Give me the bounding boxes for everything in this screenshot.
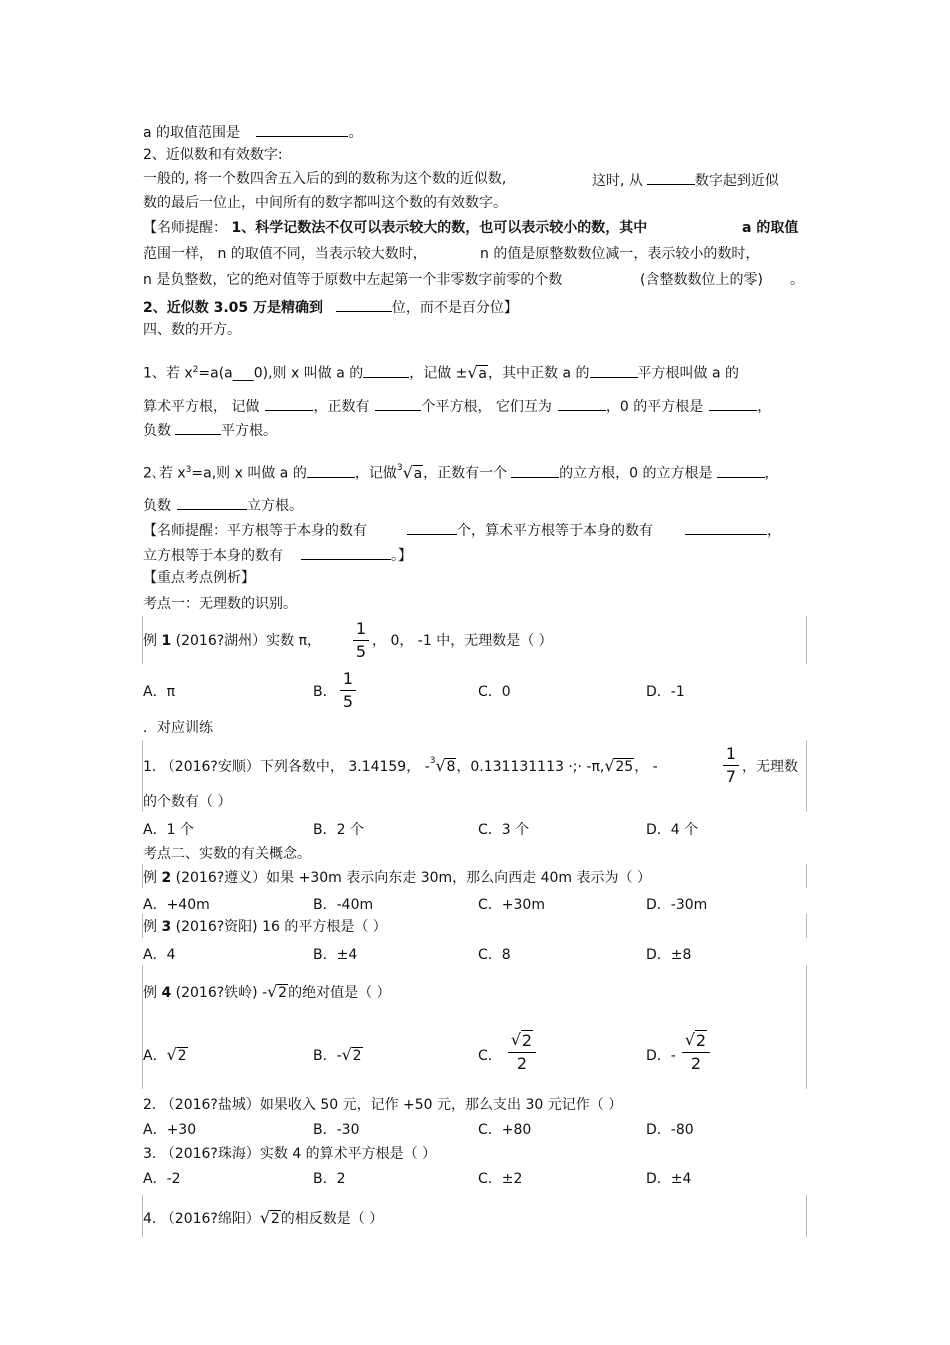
root-index: 3 bbox=[429, 756, 436, 766]
tip2-line-2 bbox=[143, 545, 412, 565]
q1-line-2 bbox=[143, 396, 771, 416]
q1-line-1 bbox=[143, 361, 739, 383]
text: 例 bbox=[143, 919, 157, 935]
fraction: 1 5 bbox=[353, 620, 369, 661]
text: 2、近似数 3.05 万是精确到 bbox=[143, 300, 324, 316]
blank[interactable] bbox=[177, 495, 247, 510]
ex4-stem bbox=[143, 984, 391, 1002]
text: 1、科学记数法不仅可以表示较大的数，也可以表示较小的数，其中 bbox=[231, 220, 648, 236]
divider bbox=[806, 864, 807, 888]
ex2-stem bbox=[143, 869, 651, 887]
tip1-line-3: n 是负整数，它的绝对值等于原数中左起第一个非零数字前零的个数 bbox=[143, 272, 563, 288]
text: 个平方根， 它们互为 bbox=[421, 399, 552, 415]
option-d[interactable]: D．-30m bbox=[646, 897, 708, 913]
fraction: 1 5 bbox=[340, 670, 356, 711]
text: n 的取值不同，当表示较大数时， bbox=[217, 246, 427, 262]
exponent: 2 bbox=[192, 365, 199, 375]
heading-roots: 四、数的开方。 bbox=[143, 322, 241, 338]
sqrt-icon: √ 2 bbox=[267, 982, 288, 1001]
text: 的绝对值是（ ） bbox=[288, 985, 391, 1001]
tip1-line-1 bbox=[143, 219, 647, 237]
blank[interactable] bbox=[375, 396, 421, 411]
option-c[interactable]: C． bbox=[478, 1048, 502, 1064]
blank[interactable] bbox=[307, 463, 355, 478]
divider bbox=[806, 914, 807, 938]
text: a 的取值范围是 bbox=[143, 125, 241, 141]
tip1-line-3b: (含整数数位上的零) bbox=[640, 272, 763, 288]
text: 立方根等于本身的数有 bbox=[143, 548, 283, 564]
option-d[interactable]: D．4 个 bbox=[646, 822, 699, 838]
blank[interactable] bbox=[511, 463, 559, 478]
text: 。 bbox=[348, 125, 363, 141]
blank[interactable] bbox=[175, 420, 221, 435]
option-d[interactable]: D．-80 bbox=[646, 1122, 694, 1138]
text: B．- bbox=[313, 1048, 342, 1064]
divider bbox=[806, 965, 807, 1089]
option-c[interactable]: C．3 个 bbox=[478, 822, 530, 838]
ex1-stem bbox=[143, 632, 321, 650]
training-heading: ．对应训练 bbox=[143, 720, 213, 736]
option-b[interactable]: B．2 bbox=[313, 1171, 346, 1187]
text: (2016?资阳) 16 的平方根是（ ） bbox=[175, 919, 387, 935]
text: ，正数有一个 bbox=[423, 465, 508, 482]
text: 的相反数是（ ） bbox=[280, 1211, 384, 1227]
t3-stem: 3. （2016?珠海）实数 4 的算术平方根是（ ） bbox=[143, 1146, 437, 1162]
text: ，0 的平方根是 bbox=[605, 399, 704, 415]
sqrt-icon: √ 25 bbox=[604, 756, 634, 775]
text: ， - bbox=[634, 759, 658, 775]
text: ， bbox=[767, 523, 781, 539]
text: 例 bbox=[143, 870, 157, 886]
tip2-line-1 bbox=[143, 520, 781, 540]
text: (2016?铁岭) - bbox=[175, 985, 268, 1001]
approx-line-1b bbox=[592, 170, 779, 190]
text: 例 bbox=[143, 633, 157, 649]
text: =a(a___0),则 x 叫做 a 的 bbox=[198, 365, 364, 382]
text: 范围一样， bbox=[143, 246, 213, 262]
tip1-line-3c: 。 bbox=[790, 272, 804, 288]
option-a[interactable]: A．+40m bbox=[143, 897, 210, 913]
text: 平方根叫做 a 的 bbox=[637, 365, 739, 382]
tip1-line-1c: a 的取值 bbox=[742, 220, 799, 236]
option-d[interactable]: D．±4 bbox=[646, 1171, 692, 1187]
blank[interactable] bbox=[363, 363, 409, 378]
q1-line-3 bbox=[143, 420, 277, 440]
blank[interactable] bbox=[407, 520, 457, 535]
blank[interactable] bbox=[256, 122, 348, 137]
blank[interactable] bbox=[647, 170, 695, 185]
blank[interactable] bbox=[685, 520, 767, 535]
sqrt-icon: √ 2 bbox=[341, 1045, 362, 1064]
root-index: 3 bbox=[396, 462, 403, 473]
option-a[interactable]: A．4 bbox=[143, 947, 176, 963]
option-b[interactable]: B．±4 bbox=[313, 947, 358, 963]
text: 1. （2016?安顺）下列各数中， 3.14159， - bbox=[143, 759, 430, 775]
option-a[interactable]: A．1 个 bbox=[143, 822, 194, 838]
text: 负数 bbox=[143, 423, 171, 439]
blank[interactable] bbox=[301, 545, 391, 560]
option-b[interactable]: B．2 个 bbox=[313, 822, 364, 838]
text: ， bbox=[764, 465, 779, 482]
tip1-line-4 bbox=[143, 297, 518, 317]
text: 【名师提醒： bbox=[143, 220, 227, 236]
text: 这时, 从 bbox=[592, 173, 643, 189]
text: ，其中正数 a 的 bbox=[488, 365, 590, 382]
approx-line-2: 数的最后一位止，中间所有的数字都叫这个数的有效数字。 bbox=[143, 195, 507, 211]
focus-heading: 【重点考点例析】 bbox=[143, 570, 255, 586]
exponent: 3 bbox=[185, 465, 192, 475]
t4-stem bbox=[143, 1210, 383, 1228]
text: 例 bbox=[143, 985, 157, 1001]
blank[interactable] bbox=[717, 463, 765, 478]
blank[interactable] bbox=[558, 396, 606, 411]
t2-stem: 2. （2016?盐城）如果收入 50 元，记作 +50 元，那么支出 30 元记作（ ） bbox=[143, 1097, 623, 1113]
option-b[interactable] bbox=[313, 1047, 363, 1065]
text: ，0.131131113 ·;· -π, bbox=[456, 759, 605, 775]
tip1-line-2c: n 的值是原整数数位减一，表示较小的数时， bbox=[480, 246, 760, 262]
text: 1、若 x bbox=[143, 365, 193, 382]
fraction: √ 2 2 bbox=[682, 1032, 710, 1073]
cbrt-icon: √ a bbox=[402, 462, 423, 482]
option-b[interactable]: B． bbox=[313, 684, 337, 700]
text: 2､若 x bbox=[143, 465, 186, 482]
text: (2016?遵义）如果 +30m 表示向东走 30m，那么向西走 40m 表示为（ ） bbox=[175, 870, 651, 886]
ex1-stem-2: ， 0， -1 中，无理数是（ ） bbox=[372, 633, 553, 649]
divider bbox=[806, 616, 807, 664]
option-c[interactable]: C．0 bbox=[478, 684, 511, 700]
sqrt-icon: √ 2 bbox=[166, 1045, 187, 1064]
sqrt-icon: √ a bbox=[467, 362, 488, 382]
text: =a,则 x 叫做 a 的 bbox=[191, 465, 307, 482]
option-d[interactable]: D．- bbox=[646, 1048, 676, 1064]
fraction: √ 2 2 bbox=[508, 1032, 536, 1073]
text: 立方根。 bbox=[247, 498, 303, 514]
text: ， bbox=[757, 399, 772, 415]
text: 4. （2016?绵阳） bbox=[143, 1211, 260, 1227]
option-c[interactable]: C．+30m bbox=[478, 897, 545, 913]
t1-stem bbox=[143, 758, 658, 778]
t1-stem-3: 的个数有（ ） bbox=[143, 794, 232, 810]
option-d[interactable]: D．±8 bbox=[646, 947, 692, 963]
text: 。】 bbox=[391, 548, 412, 564]
key-point-2: 考点二、实数的有关概念。 bbox=[143, 846, 311, 862]
option-a[interactable]: A．-2 bbox=[143, 1171, 181, 1187]
approx-line-1 bbox=[143, 170, 506, 188]
text: 3 bbox=[161, 919, 172, 935]
t1-stem-2: ，无理数 bbox=[742, 759, 798, 775]
text: 【名师提醒：平方根等于本身的数有 bbox=[143, 523, 367, 539]
text: 平方根。 bbox=[221, 423, 277, 439]
text: 负数 bbox=[143, 498, 171, 514]
blank[interactable] bbox=[336, 297, 392, 312]
text: 4 bbox=[161, 985, 172, 1001]
key-point-1: 考点一：无理数的识别。 bbox=[143, 596, 297, 612]
cbrt-icon: √ 8 bbox=[435, 756, 456, 775]
ex3-stem bbox=[143, 918, 387, 936]
fraction: 1 7 bbox=[723, 745, 739, 786]
text: 2 bbox=[161, 870, 172, 886]
heading-approx: 2、近似数和有效数字: bbox=[143, 147, 283, 163]
option-d[interactable]: D．-1 bbox=[646, 684, 685, 700]
blank[interactable] bbox=[590, 363, 638, 378]
option-c[interactable]: C．8 bbox=[478, 947, 511, 963]
option-b[interactable]: B．-40m bbox=[313, 897, 374, 913]
text: (2016?湖州）实数 π， bbox=[175, 633, 322, 649]
option-b[interactable]: B．-30 bbox=[313, 1122, 360, 1138]
text: ，记做 ± bbox=[409, 365, 468, 382]
divider bbox=[806, 1195, 807, 1237]
text: 个，算术平方根等于本身的数有 bbox=[457, 523, 653, 539]
text: 一般的, 将一个数四舍五入后的到的数称为这个数的近似数, bbox=[143, 171, 507, 187]
q2-line-1 bbox=[143, 461, 779, 485]
option-c[interactable]: C．+80 bbox=[478, 1122, 532, 1138]
q2-line-2 bbox=[143, 495, 303, 515]
text: 1 bbox=[161, 633, 172, 649]
text: ，记做 bbox=[354, 465, 397, 482]
text: A． bbox=[143, 1048, 167, 1064]
option-a[interactable]: A．π bbox=[143, 684, 176, 700]
text: ，正数有 bbox=[313, 399, 370, 415]
sqrt-icon: √ 2 bbox=[259, 1208, 280, 1227]
tip1-line-2 bbox=[143, 245, 427, 263]
option-a[interactable] bbox=[143, 1047, 188, 1065]
option-a[interactable]: A．+30 bbox=[143, 1122, 197, 1138]
blank[interactable] bbox=[265, 396, 313, 411]
option-c[interactable]: C．±2 bbox=[478, 1171, 523, 1187]
blank[interactable] bbox=[709, 396, 757, 411]
text: 算术平方根， 记做 bbox=[143, 399, 260, 415]
text: 位，而不是百分位】 bbox=[391, 300, 518, 316]
range-line bbox=[143, 122, 362, 142]
text: 的立方根，0 的立方根是 bbox=[559, 465, 713, 482]
divider bbox=[806, 740, 807, 812]
text: 数字起到近似 bbox=[694, 173, 779, 189]
